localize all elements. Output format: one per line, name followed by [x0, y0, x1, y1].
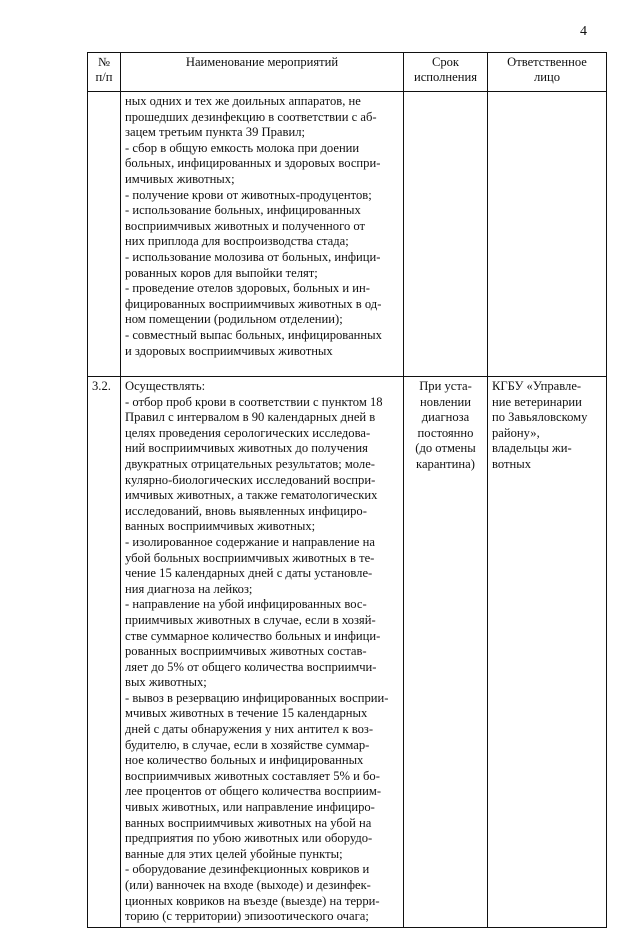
deadline-cell-line: карантина)	[416, 456, 475, 471]
responsible-cell-line: району»,	[492, 425, 540, 440]
deadline-cell-line: диагноза	[421, 410, 470, 425]
responsible-cell-line: КГБУ «Управле-	[492, 379, 582, 393]
measure-text-line: (или) ванночек на входе (выходе) и дезинфек-	[125, 878, 371, 892]
measure-text-line: ванных восприимчивых животных;	[125, 519, 316, 534]
row-number	[88, 92, 121, 377]
measure-text-line: ванные для этих целей убойные пункты;	[125, 846, 343, 861]
measure-text-line: имчивых животных, а также гематологических	[125, 488, 378, 503]
measure-text-line: - отбор проб крови в соответствии с пунктом 18	[125, 394, 383, 409]
measure-text-line: убой больных восприимчивых животных в те-	[125, 550, 375, 565]
header-name: Наименование мероприятий	[121, 53, 404, 92]
measure-text-line: мчивых животных в течение 15 календарных	[125, 706, 368, 721]
measure-text-line: приимчивых животных в случае, если в хозяй-	[125, 612, 376, 627]
measure-text-line: - проведение отелов здоровых, больных и ин-	[125, 281, 370, 296]
measure-text-line: рованных восприимчивых животных состав-	[125, 644, 367, 659]
measure-text-line: - направление на убой инфицированных вос-	[125, 597, 367, 612]
responsible-cell-line: по Завьяловскому	[492, 410, 588, 425]
measure-text	[121, 377, 404, 928]
responsible-cell	[488, 92, 607, 377]
measure-text-line: ляет до 5% от общего количества восприимчи-	[125, 659, 377, 674]
measure-text-line: вых животных;	[125, 675, 207, 690]
measure-text-line: ном помещении (родильном отделении);	[125, 312, 343, 327]
measure-text-line: ционных ковриков на въезде (выезде) на терри-	[125, 893, 380, 908]
measure-text-line: ное количество больных и инфицированных	[125, 753, 364, 768]
measure-text-line: кулярно-биологических исследований воспри-	[125, 472, 376, 487]
measure-text-line: больных, инфицированных и здоровых воспри-	[125, 156, 381, 171]
measure-text-line: фицированных восприимчивых животных в од-	[125, 296, 382, 311]
measure-text-line: - использование молозива от больных, инфици-	[125, 249, 381, 264]
deadline-cell	[404, 377, 488, 928]
measures-table	[87, 52, 607, 928]
measure-text-line: двукратных отрицательных результатов; моле-	[125, 456, 376, 471]
deadline-cell	[404, 92, 488, 377]
measure-text-line: - оборудование дезинфекционных ковриков и	[125, 862, 370, 877]
measure-text-line: торию (с территории) эпизоотического очага;	[125, 909, 369, 924]
measure-text-line: имчивых животных;	[125, 171, 235, 186]
measure-text-line: зацем третьим пункта 39 Правил;	[125, 125, 305, 140]
table-row	[88, 92, 607, 377]
measure-text-line: восприимчивых животных и полученного от	[125, 218, 366, 233]
measure-text-line: и здоровых восприимчивых животных	[125, 343, 333, 358]
measure-text-line: предприятия по убою животных или оборудо-	[125, 831, 373, 846]
measure-text-line: исследований, вновь выявленных инфициро-	[125, 503, 367, 518]
header-responsible: Ответственное лицо	[488, 53, 607, 92]
measure-text-line: - совместный выпас больных, инфицированных	[125, 327, 382, 342]
measure-text-line: прошедших дезинфекцию в соответствии с аб-	[125, 109, 377, 124]
deadline-cell-line: (до отмены	[415, 441, 476, 456]
measure-text-line: - вывоз в резервацию инфицированных восприи-	[125, 690, 389, 705]
measure-text-line: ния диагноза на лейкоз;	[125, 581, 253, 596]
deadline-cell-line: При уста-	[419, 379, 472, 393]
measure-text	[121, 92, 404, 377]
measure-text-line: ных одних и тех же доильных аппаратов, не	[125, 94, 361, 108]
measure-text-line: ванных восприимчивых животных на убой на	[125, 815, 372, 830]
measure-text-line: - использование больных, инфицированных	[125, 203, 361, 218]
measure-text-line: лее процентов от общего количества восприим-	[125, 784, 382, 799]
measure-text-line: целях проведения серологических исследова-	[125, 425, 371, 440]
responsible-cell-line: вотных	[492, 456, 531, 471]
measure-text-line: чивых животных, или направление инфициро-	[125, 800, 375, 815]
measure-text-line: них приплода для воспроизводства стада;	[125, 234, 349, 249]
measure-text-line: чение 15 календарных дней с даты установле-	[125, 566, 373, 581]
measure-text-line: восприимчивых животных составляет 5% и бо-	[125, 768, 380, 783]
measure-text-line: стве суммарное количество больных и инфици-	[125, 628, 381, 643]
responsible-cell-line: владельцы жи-	[492, 441, 572, 456]
measure-text-line: ний восприимчивых животных до получения	[125, 441, 368, 456]
header-number: № п/п	[88, 53, 121, 92]
measure-text-line: дней с даты обнаружения у них антител к воз-	[125, 722, 374, 737]
measure-text-line: - получение крови от животных-продуцентов;	[125, 187, 372, 202]
measure-text-line: - сбор в общую емкость молока при доении	[125, 140, 360, 155]
measure-text-line: будителю, в случае, если в хозяйстве суммар-	[125, 737, 370, 752]
responsible-cell	[488, 377, 607, 928]
measure-text-line: рованных коров для выпойки телят;	[125, 265, 318, 280]
measure-text-line: Правил с интервалом в 90 календарных дней в	[125, 410, 376, 425]
table-row	[88, 377, 607, 928]
row-number: 3.2.	[88, 377, 121, 928]
table-header-row	[88, 53, 607, 92]
deadline-cell-line: постоянно	[417, 425, 474, 440]
page-number: 4	[580, 24, 587, 39]
header-deadline: Срок исполнения	[404, 53, 488, 92]
measure-text-line: - изолированное содержание и направление на	[125, 534, 375, 549]
deadline-cell-line: новлении	[420, 394, 471, 409]
measure-text-line: Осуществлять:	[125, 379, 206, 393]
responsible-cell-line: ние ветеринарии	[492, 394, 582, 409]
